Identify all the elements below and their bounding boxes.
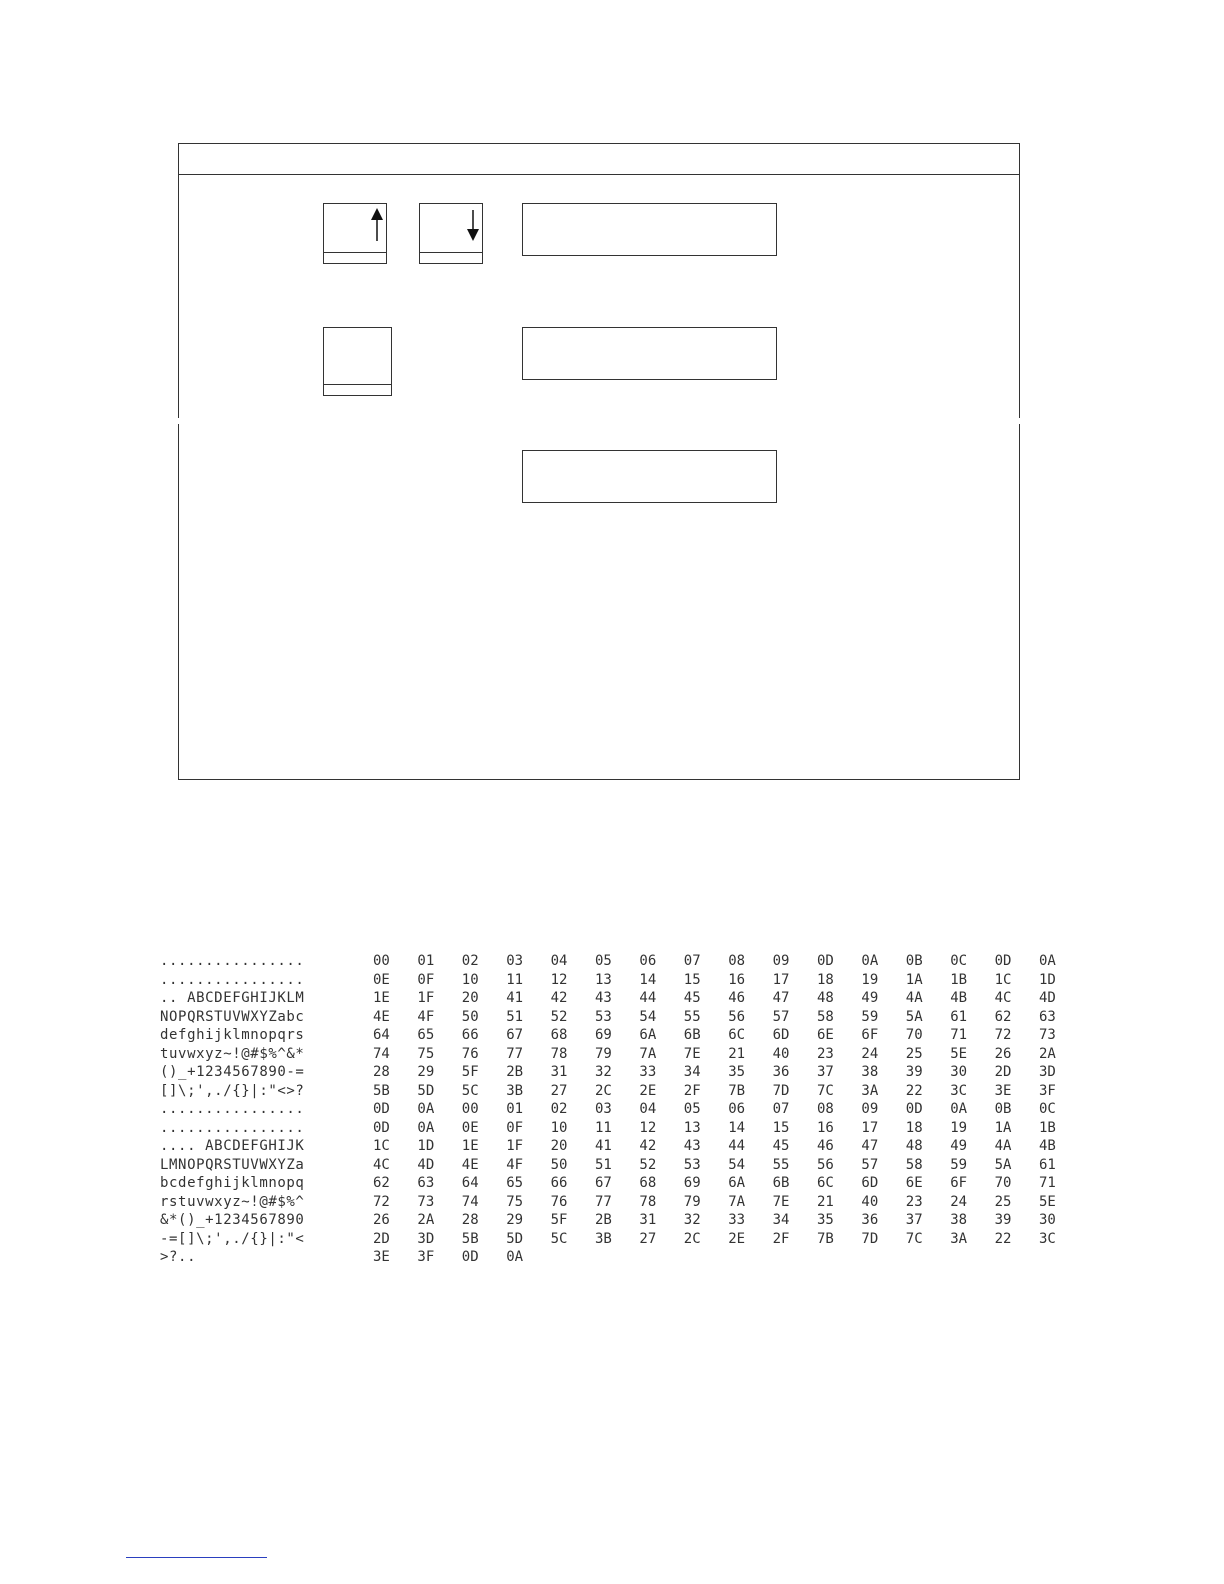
hex-byte: 1B (1039, 1119, 1056, 1136)
hex-byte: 5A (994, 1156, 1012, 1173)
hex-byte: 6C (817, 1175, 834, 1191)
dump-ascii-text: LMNOPQRSTUVWXYZa (160, 1156, 305, 1173)
hex-byte: 63 (417, 1175, 435, 1191)
hex-byte: 70 (905, 1027, 923, 1043)
hex-byte: 36 (772, 1064, 790, 1080)
hex-byte: 1A (905, 971, 923, 988)
hex-byte: 5F (461, 1064, 479, 1080)
hex-byte: 04 (639, 1101, 657, 1117)
hex-byte: 48 (905, 1138, 923, 1154)
hex-byte: 52 (639, 1156, 657, 1173)
hex-byte: 0C (950, 953, 968, 969)
hex-byte: 42 (639, 1138, 657, 1154)
dump-ascii-text: .... ABCDEFGHIJK (160, 1138, 305, 1154)
hex-byte: 6A (728, 1175, 746, 1191)
hex-byte: 31 (550, 1064, 568, 1080)
hex-byte: 22 (905, 1082, 923, 1099)
hex-byte: 57 (861, 1156, 879, 1173)
hex-byte: 0A (950, 1101, 968, 1117)
hex-byte: 59 (950, 1156, 968, 1173)
hex-byte: 4A (994, 1138, 1012, 1154)
hex-byte: 68 (550, 1027, 568, 1043)
hex-byte: 67 (506, 1027, 524, 1043)
hex-byte: 11 (506, 971, 524, 988)
hex-byte: 4D (1039, 990, 1056, 1006)
hex-byte: 75 (417, 1045, 435, 1062)
hex-byte: 12 (639, 1119, 657, 1136)
hex-byte: 19 (950, 1119, 968, 1136)
arrow-down-icon (420, 204, 482, 254)
hex-byte: 13 (595, 971, 612, 988)
dump-ascii-text: ................ (160, 1101, 305, 1117)
footnote-rule (126, 1557, 267, 1558)
hex-byte: 23 (905, 1193, 923, 1210)
hex-byte: 3F (417, 1249, 435, 1265)
hex-byte: 58 (817, 1008, 834, 1025)
hex-byte: 0D (373, 1101, 390, 1117)
hex-byte: 73 (1039, 1027, 1056, 1043)
hex-byte: 62 (373, 1175, 390, 1191)
hex-byte: 3D (417, 1230, 435, 1247)
hex-byte: 27 (550, 1082, 568, 1099)
hex-byte: 4E (373, 1008, 390, 1025)
hex-byte: 33 (639, 1064, 657, 1080)
hex-byte: 69 (595, 1027, 612, 1043)
hex-byte: 6E (817, 1027, 834, 1043)
hex-byte: 2B (595, 1212, 612, 1228)
dump-ascii-text: ................ (160, 1119, 305, 1136)
hex-byte: 35 (817, 1212, 834, 1228)
hex-byte: 5B (373, 1082, 390, 1099)
hex-byte: 1B (950, 971, 968, 988)
hex-byte: 23 (817, 1045, 834, 1062)
hex-byte: 62 (994, 1008, 1012, 1025)
hex-byte: 18 (905, 1119, 923, 1136)
hex-byte: 47 (772, 990, 790, 1006)
hex-byte: 39 (994, 1212, 1012, 1228)
hex-byte: 28 (373, 1064, 390, 1080)
hex-byte: 55 (772, 1156, 790, 1173)
hex-byte: 59 (861, 1008, 879, 1025)
hex-byte: 72 (373, 1193, 390, 1210)
hex-byte: 47 (861, 1138, 879, 1154)
hex-byte: 7C (905, 1230, 923, 1247)
hex-byte: 34 (683, 1064, 701, 1080)
hex-byte: 40 (772, 1045, 790, 1062)
hex-byte: 0A (861, 953, 879, 969)
hex-byte: 45 (683, 990, 701, 1006)
hex-byte: 7B (728, 1082, 746, 1099)
hex-byte: 51 (595, 1156, 612, 1173)
hex-byte: 77 (506, 1045, 524, 1062)
hex-byte: 17 (861, 1119, 879, 1136)
hex-byte: 29 (417, 1064, 435, 1080)
hex-byte: 4B (1039, 1138, 1056, 1154)
hex-byte: 39 (905, 1064, 923, 1080)
dump-ascii-text: []\;',./{}|:"<>? (160, 1082, 305, 1099)
dump-ascii-text: -=[]\;',./{}|:"< (160, 1230, 305, 1247)
hex-byte: 53 (595, 1008, 612, 1025)
hex-byte: 7A (728, 1193, 746, 1210)
hex-byte: 00 (373, 953, 390, 969)
hex-byte: 6D (772, 1027, 790, 1043)
hex-byte: 6C (728, 1027, 746, 1043)
hex-byte: 7B (817, 1230, 834, 1247)
hex-byte: 54 (639, 1008, 657, 1025)
hex-byte: 40 (861, 1193, 879, 1210)
hex-byte: 18 (817, 971, 834, 988)
hex-byte: 0D (373, 1119, 390, 1136)
hex-byte: 15 (683, 971, 701, 988)
hex-byte: 37 (817, 1064, 834, 1080)
hex-byte: 01 (417, 953, 435, 969)
hex-byte: 35 (728, 1064, 746, 1080)
hex-byte: 38 (950, 1212, 968, 1228)
hex-byte: 64 (461, 1175, 479, 1191)
hex-byte: 5D (506, 1230, 524, 1247)
function-button[interactable] (323, 327, 392, 396)
hex-byte: 14 (639, 971, 657, 988)
hex-byte: 66 (461, 1027, 479, 1043)
hex-byte: 76 (550, 1193, 568, 1210)
hex-byte: 54 (728, 1156, 746, 1173)
hex-byte: 37 (905, 1212, 923, 1228)
dump-ascii-text: .. ABCDEFGHIJKLM (160, 990, 305, 1006)
hex-byte: 05 (683, 1101, 701, 1117)
hex-byte: 2F (683, 1082, 701, 1099)
hex-byte: 02 (461, 953, 479, 969)
hex-byte: 3B (506, 1082, 524, 1099)
hex-byte: 01 (506, 1101, 524, 1117)
hex-byte: 31 (639, 1212, 657, 1228)
dump-ascii-text: ()_+1234567890-= (160, 1064, 305, 1080)
hex-byte: 2C (595, 1082, 612, 1099)
hex-byte: 09 (772, 953, 790, 969)
hex-byte: 3E (373, 1249, 390, 1265)
hex-byte: 24 (861, 1045, 879, 1062)
hex-byte: 25 (905, 1045, 923, 1062)
hex-byte: 5E (1039, 1193, 1056, 1210)
dump-ascii-text: ................ (160, 971, 305, 988)
hex-byte: 10 (461, 971, 479, 988)
hex-byte: 1E (373, 990, 390, 1006)
hex-byte: 55 (683, 1008, 701, 1025)
hex-byte: 4F (506, 1156, 524, 1173)
hex-byte: 13 (683, 1119, 701, 1136)
hex-byte: 29 (506, 1212, 524, 1228)
hex-byte: 10 (550, 1119, 568, 1136)
dump-ascii-text: tuvwxyz~!@#$%^&* (160, 1045, 305, 1062)
hex-byte: 3A (950, 1230, 968, 1247)
panel-border-gap (177, 418, 180, 424)
control-panel-diagram (178, 143, 1020, 780)
hex-byte: 6F (950, 1175, 968, 1191)
hex-byte: 78 (639, 1193, 657, 1210)
hex-byte: 2F (772, 1230, 790, 1247)
hex-byte: 36 (861, 1212, 879, 1228)
hex-byte: 44 (639, 990, 657, 1006)
hex-byte: 52 (550, 1008, 568, 1025)
hex-byte: 32 (595, 1064, 612, 1080)
dump-ascii-text: defghijklmnopqrs (160, 1027, 305, 1043)
hex-byte: 08 (728, 953, 746, 969)
hex-byte: 4D (417, 1156, 435, 1173)
hex-byte: 5E (950, 1045, 968, 1062)
hex-byte: 7E (772, 1193, 790, 1210)
dump-ascii-text: ................ (160, 953, 305, 969)
hex-byte: 1F (506, 1138, 524, 1154)
hex-byte: 45 (772, 1138, 790, 1154)
hex-byte: 46 (817, 1138, 834, 1154)
hex-byte: 6D (861, 1175, 879, 1191)
hex-byte: 20 (550, 1138, 568, 1154)
hex-byte: 2D (373, 1230, 390, 1247)
hex-byte: 11 (595, 1119, 612, 1136)
display-box-1 (522, 203, 777, 256)
hex-byte: 4A (905, 990, 923, 1006)
hex-byte: 56 (817, 1156, 834, 1173)
hex-byte: 41 (595, 1138, 612, 1154)
button-label-strip (323, 384, 392, 396)
hex-byte: 07 (772, 1101, 790, 1117)
hex-byte: 25 (994, 1193, 1012, 1210)
hex-byte: 5C (550, 1230, 568, 1247)
hex-byte: 43 (595, 990, 612, 1006)
hex-byte: 71 (950, 1027, 968, 1043)
hex-byte: 5C (461, 1082, 479, 1099)
hex-byte: 0D (994, 953, 1012, 969)
button-label-strip (419, 252, 483, 264)
feed-up-button[interactable] (323, 203, 387, 264)
hex-byte: 66 (550, 1175, 568, 1191)
hex-byte: 68 (639, 1175, 657, 1191)
hex-byte: 22 (994, 1230, 1012, 1247)
hex-byte: 7C (817, 1082, 834, 1099)
hex-byte: 3B (595, 1230, 612, 1247)
hex-byte: 50 (550, 1156, 568, 1173)
hex-byte: 6B (772, 1175, 790, 1191)
hex-byte: 53 (683, 1156, 701, 1173)
hex-byte: 49 (861, 990, 879, 1006)
arrow-up-icon (324, 204, 386, 254)
hex-byte: 76 (461, 1045, 479, 1062)
hex-byte: 4C (994, 990, 1012, 1006)
hex-byte: 67 (595, 1175, 612, 1191)
hex-byte: 6A (639, 1027, 657, 1043)
hex-byte: 43 (683, 1138, 701, 1154)
hex-byte: 69 (683, 1175, 701, 1191)
hex-byte: 09 (861, 1101, 879, 1117)
hex-byte: 41 (506, 990, 524, 1006)
hex-byte: 73 (417, 1193, 435, 1210)
hex-byte: 79 (595, 1045, 612, 1062)
hex-byte: 5A (905, 1008, 923, 1025)
hex-byte: 1D (417, 1138, 435, 1154)
hex-byte: 33 (728, 1212, 746, 1228)
hex-byte: 34 (772, 1212, 790, 1228)
hex-byte: 05 (595, 953, 612, 969)
hex-byte: 7D (861, 1230, 879, 1247)
hex-byte: 0E (373, 971, 390, 988)
dump-ascii-text: rstuvwxyz~!@#$%^ (160, 1193, 305, 1210)
hex-byte: 7E (683, 1045, 701, 1062)
hex-byte: 6B (683, 1027, 701, 1043)
hex-byte: 26 (994, 1045, 1012, 1062)
hex-byte: 1D (1039, 971, 1056, 988)
hex-byte: 4C (373, 1156, 390, 1173)
hex-byte: 0A (417, 1101, 435, 1117)
hex-byte: 63 (1039, 1008, 1056, 1025)
hex-byte: 2C (683, 1230, 701, 1247)
hex-byte: 15 (772, 1119, 790, 1136)
hex-byte: 19 (861, 971, 879, 988)
hex-byte: 71 (1039, 1175, 1056, 1191)
hex-byte: 1C (373, 1138, 390, 1154)
hex-byte: 2D (994, 1064, 1012, 1080)
hex-byte: 7A (639, 1045, 657, 1062)
hex-byte: 0A (417, 1119, 435, 1136)
hex-byte: 79 (683, 1193, 701, 1210)
hex-byte: 44 (728, 1138, 746, 1154)
hex-byte: 03 (506, 953, 524, 969)
hex-byte: 5F (550, 1212, 568, 1228)
hex-byte: 21 (817, 1193, 834, 1210)
hex-byte: 1C (994, 971, 1012, 988)
hex-byte: 74 (461, 1193, 479, 1210)
hex-byte: 2E (728, 1230, 746, 1247)
hex-byte: 20 (461, 990, 479, 1006)
hex-byte: 0F (506, 1119, 524, 1136)
hex-byte: 74 (373, 1045, 390, 1062)
hex-byte: 48 (817, 990, 834, 1006)
hex-byte: 0B (994, 1101, 1012, 1117)
hex-byte: 78 (550, 1045, 568, 1062)
hex-byte: 04 (550, 953, 568, 969)
hex-byte: 0E (461, 1119, 479, 1136)
hex-byte: 2A (417, 1212, 435, 1228)
hex-byte: 1F (417, 990, 435, 1006)
hex-byte: 3D (1039, 1064, 1056, 1080)
hex-byte: 28 (461, 1212, 479, 1228)
hex-byte: 32 (683, 1212, 701, 1228)
hex-byte: 61 (950, 1008, 968, 1025)
hex-byte: 70 (994, 1175, 1012, 1191)
hex-byte: 07 (683, 953, 701, 969)
hex-byte: 3C (950, 1082, 968, 1099)
dump-ascii-text: >?.. (160, 1249, 197, 1265)
hex-byte: 17 (772, 971, 790, 988)
hex-byte: 2B (506, 1064, 524, 1080)
hex-byte: 7D (772, 1082, 790, 1099)
hex-byte: 00 (461, 1101, 479, 1117)
hex-byte: 6F (861, 1027, 879, 1043)
display-box-3 (522, 450, 777, 503)
hex-byte: 16 (817, 1119, 834, 1136)
hex-byte: 4F (417, 1008, 435, 1025)
hex-byte: 6E (905, 1175, 923, 1191)
feed-down-button[interactable] (419, 203, 483, 264)
dump-ascii-text: bcdefghijklmnopq (160, 1175, 305, 1191)
hex-byte: 30 (950, 1064, 968, 1080)
hex-byte: 0D (461, 1249, 479, 1265)
hex-byte: 3C (1039, 1230, 1056, 1247)
hex-byte: 2A (1039, 1045, 1056, 1062)
hex-byte: 06 (639, 953, 657, 969)
hex-byte: 3F (1039, 1082, 1056, 1099)
hex-byte: 5D (417, 1082, 435, 1099)
hex-byte: 0C (1039, 1101, 1056, 1117)
hex-byte: 61 (1039, 1156, 1056, 1173)
panel-border-gap (1018, 418, 1021, 424)
hex-byte: 4E (461, 1156, 479, 1173)
display-box-2 (522, 327, 777, 380)
hex-byte: 57 (772, 1008, 790, 1025)
button-label-strip (323, 252, 387, 264)
hex-byte: 51 (506, 1008, 524, 1025)
hex-byte: 0D (817, 953, 834, 969)
hex-byte: 72 (994, 1027, 1012, 1043)
hex-byte: 64 (373, 1027, 390, 1043)
dump-ascii-text: NOPQRSTUVWXYZabc (160, 1008, 305, 1025)
hex-byte: 0B (905, 953, 923, 969)
hex-byte: 1E (461, 1138, 479, 1154)
hex-byte: 65 (417, 1027, 435, 1043)
hex-byte: 12 (550, 971, 568, 988)
hex-byte: 24 (950, 1193, 968, 1210)
hex-byte: 4B (950, 990, 968, 1006)
hex-byte: 02 (550, 1101, 568, 1117)
hex-byte: 65 (506, 1175, 524, 1191)
hex-byte: 58 (905, 1156, 923, 1173)
hex-byte: 2E (639, 1082, 657, 1099)
hex-byte: 0A (1039, 953, 1056, 969)
hex-byte: 3A (861, 1082, 879, 1099)
panel-header-bar (179, 144, 1019, 175)
hex-byte: 75 (506, 1193, 524, 1210)
hex-byte: 27 (639, 1230, 657, 1247)
hex-byte: 42 (550, 990, 568, 1006)
hex-byte: 08 (817, 1101, 834, 1117)
hex-byte: 14 (728, 1119, 746, 1136)
hex-byte: 5B (461, 1230, 479, 1247)
hex-byte: 49 (950, 1138, 968, 1154)
hex-byte: 26 (373, 1212, 390, 1228)
hex-byte: 16 (728, 971, 746, 988)
hex-byte: 50 (461, 1008, 479, 1025)
hex-byte: 0D (905, 1101, 923, 1117)
hex-byte: 06 (728, 1101, 746, 1117)
hex-byte: 3E (994, 1082, 1012, 1099)
hex-byte: 1A (994, 1119, 1012, 1136)
hex-byte: 38 (861, 1064, 879, 1080)
hex-byte: 77 (595, 1193, 612, 1210)
hex-byte: 0F (417, 971, 435, 988)
hex-byte: 0A (506, 1249, 524, 1265)
hex-byte: 03 (595, 1101, 612, 1117)
dump-ascii-text: &*()_+1234567890 (160, 1212, 305, 1228)
hex-byte: 30 (1039, 1212, 1056, 1228)
hex-byte: 56 (728, 1008, 746, 1025)
hex-byte: 21 (728, 1045, 746, 1062)
hex-byte: 46 (728, 990, 746, 1006)
